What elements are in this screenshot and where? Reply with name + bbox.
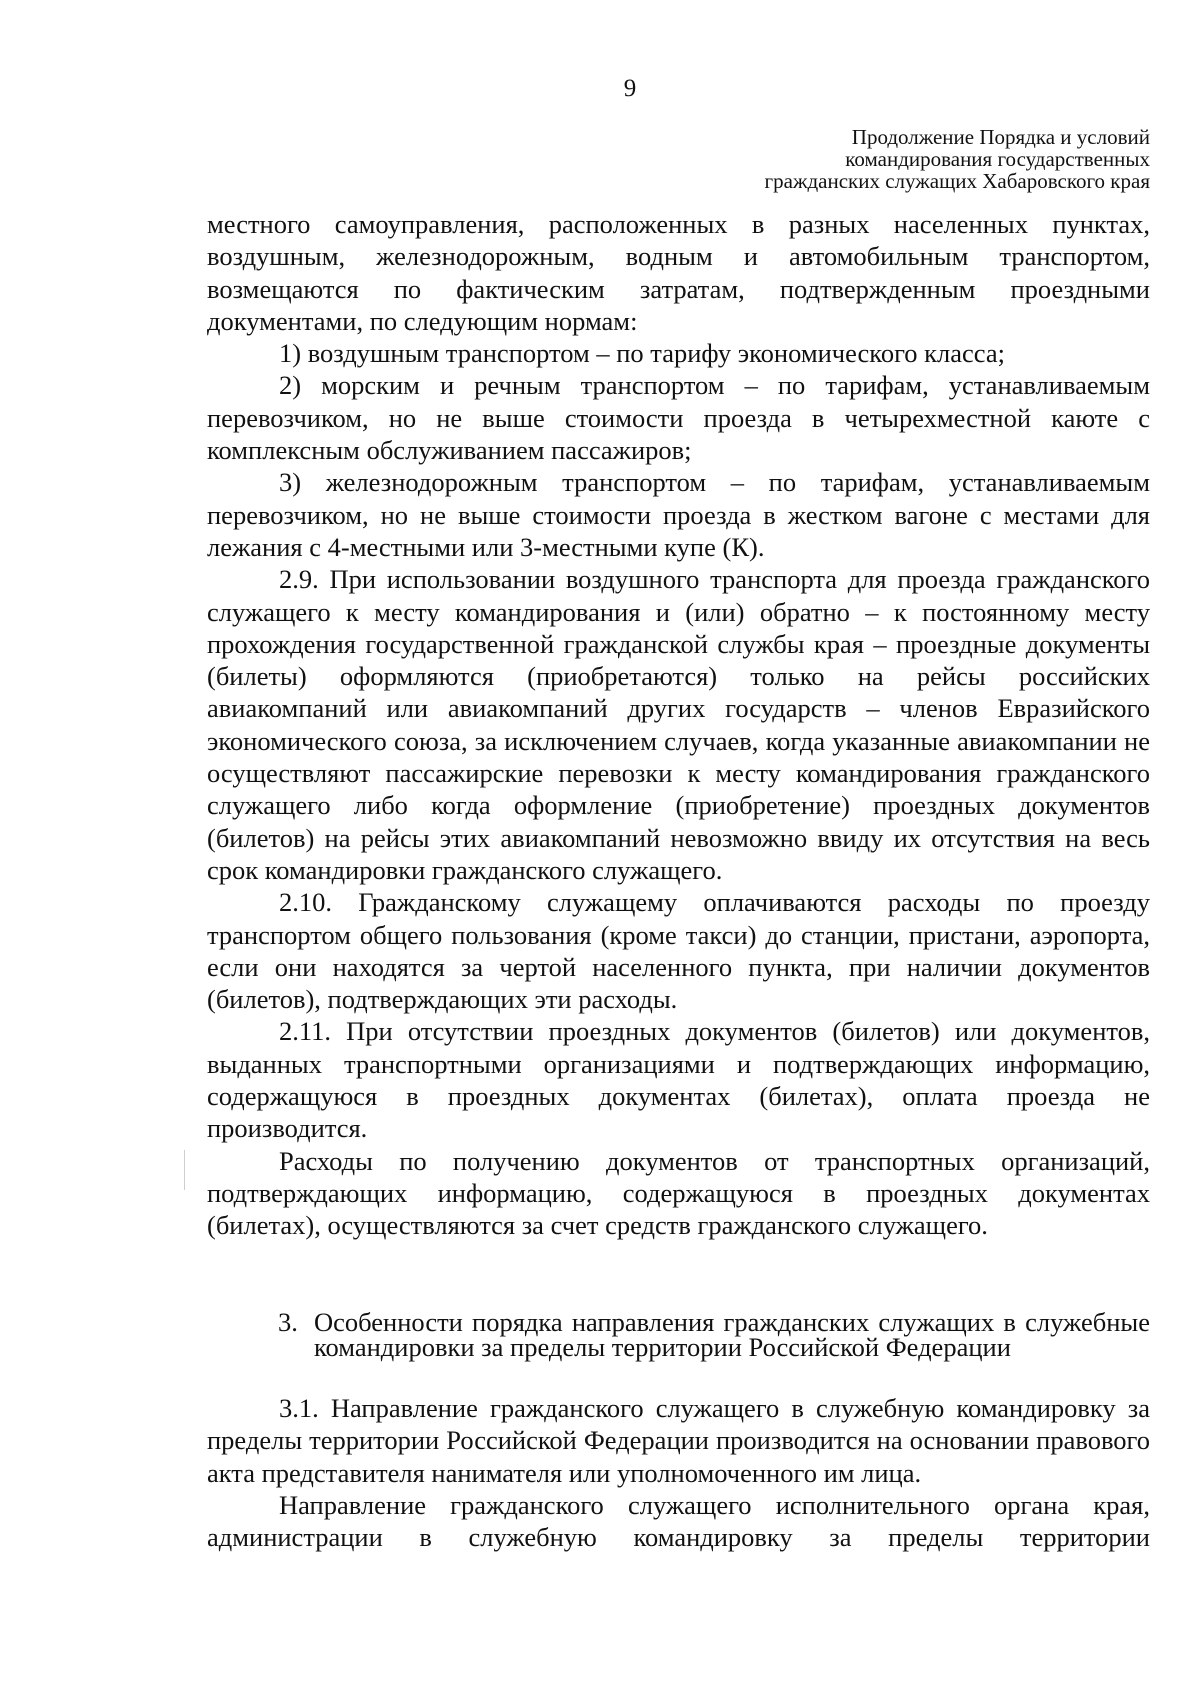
header-line: командирования государственных (845, 147, 1150, 171)
section-heading (278, 1307, 1150, 1362)
paragraph: Направление гражданского служащего исполнительного органа края, администрации в служебную командировку за пределы территории (207, 1489, 1150, 1553)
paragraph: 2.11. При отсутствии проездных документов (билетов) или документов, выданных транспортными организациями и подтверждающих информацию, содержащуюся в проездных документах (билетах), оплата проезда не производится. (207, 1016, 1150, 1144)
page-number: 9 (623, 75, 637, 102)
list-item: 2) морским и речным транспортом – по тарифам, устанавливаемым перевозчиком, но не выше стоимости проезда в четырехместной каюте с комплексным обслуживанием пассажиров; (207, 370, 1150, 466)
paragraph: 2.10. Гражданскому служащему оплачиваются расходы по проезду транспортом общего пользования (кроме такси) до станции, пристани, аэропорта, если они находятся за чертой населенного пункта, при наличии документов (билетов), подтверждающих эти расходы. (207, 887, 1150, 1015)
paragraph: Расходы по получению документов от транспортных организаций, подтверждающих информацию, содержащуюся в проездных документах (билетах), осуществляются за счет средств гражданского служащего. (207, 1145, 1150, 1241)
list-item: 3) железнодорожным транспортом – по тарифам, устанавливаемым перевозчиком, но не выше стоимости проезда в жестком вагоне с местами для лежания с 4-местными или 3-местными купе (К). (207, 467, 1150, 562)
paragraph: 3.1. Направление гражданского служащего в служебную командировку за пределы территории Российской Федерации производится на основании правового акта представителя нанимателя или уполномоченного им лица. (207, 1393, 1150, 1488)
section-number: 3. (278, 1307, 298, 1337)
header-line: гражданских служащих Хабаровского края (764, 169, 1150, 193)
body-text (207, 208, 1150, 1242)
list-item: 1) воздушным транспортом – по тарифу экономического класса; (279, 338, 1006, 369)
header-line: Продолжение Порядка и условий (851, 125, 1150, 149)
body-text-continued (207, 1392, 1150, 1553)
section-title: Особенности порядка направления гражданских служащих в служебные командировки за пределы территории Российской Федерации (314, 1307, 1150, 1362)
running-header (630, 126, 1150, 192)
paragraph: 2.9. При использовании воздушного транспорта для проезда гражданского служащего к месту командирования и (или) обратно – к постоянному месту прохождения государственной гражданской службы края – проездные документы (билеты) оформляются (приобретаются) только на рейсы российских авиакомпаний или авиакомпаний других государств – членов Евразийского экономического союза, за исключением случаев, когда указанные авиакомпании не осуществляют пассажирские перевозки к месту командирования гражданского служащего либо когда оформление (приобретение) проездных документов (билетов) на рейсы этих авиакомпаний невозможно ввиду их отсутствия на весь срок командировки гражданского служащего. (207, 564, 1150, 885)
scan-margin-mark (184, 1150, 185, 1190)
paragraph: местного самоуправления, расположенных в разных населенных пунктах, воздушным, железнодорожным, водным и автомобильным транспортом, возмещаются по фактическим затратам, подтвержденным проездными документами, по следующим нормам: (207, 209, 1150, 336)
